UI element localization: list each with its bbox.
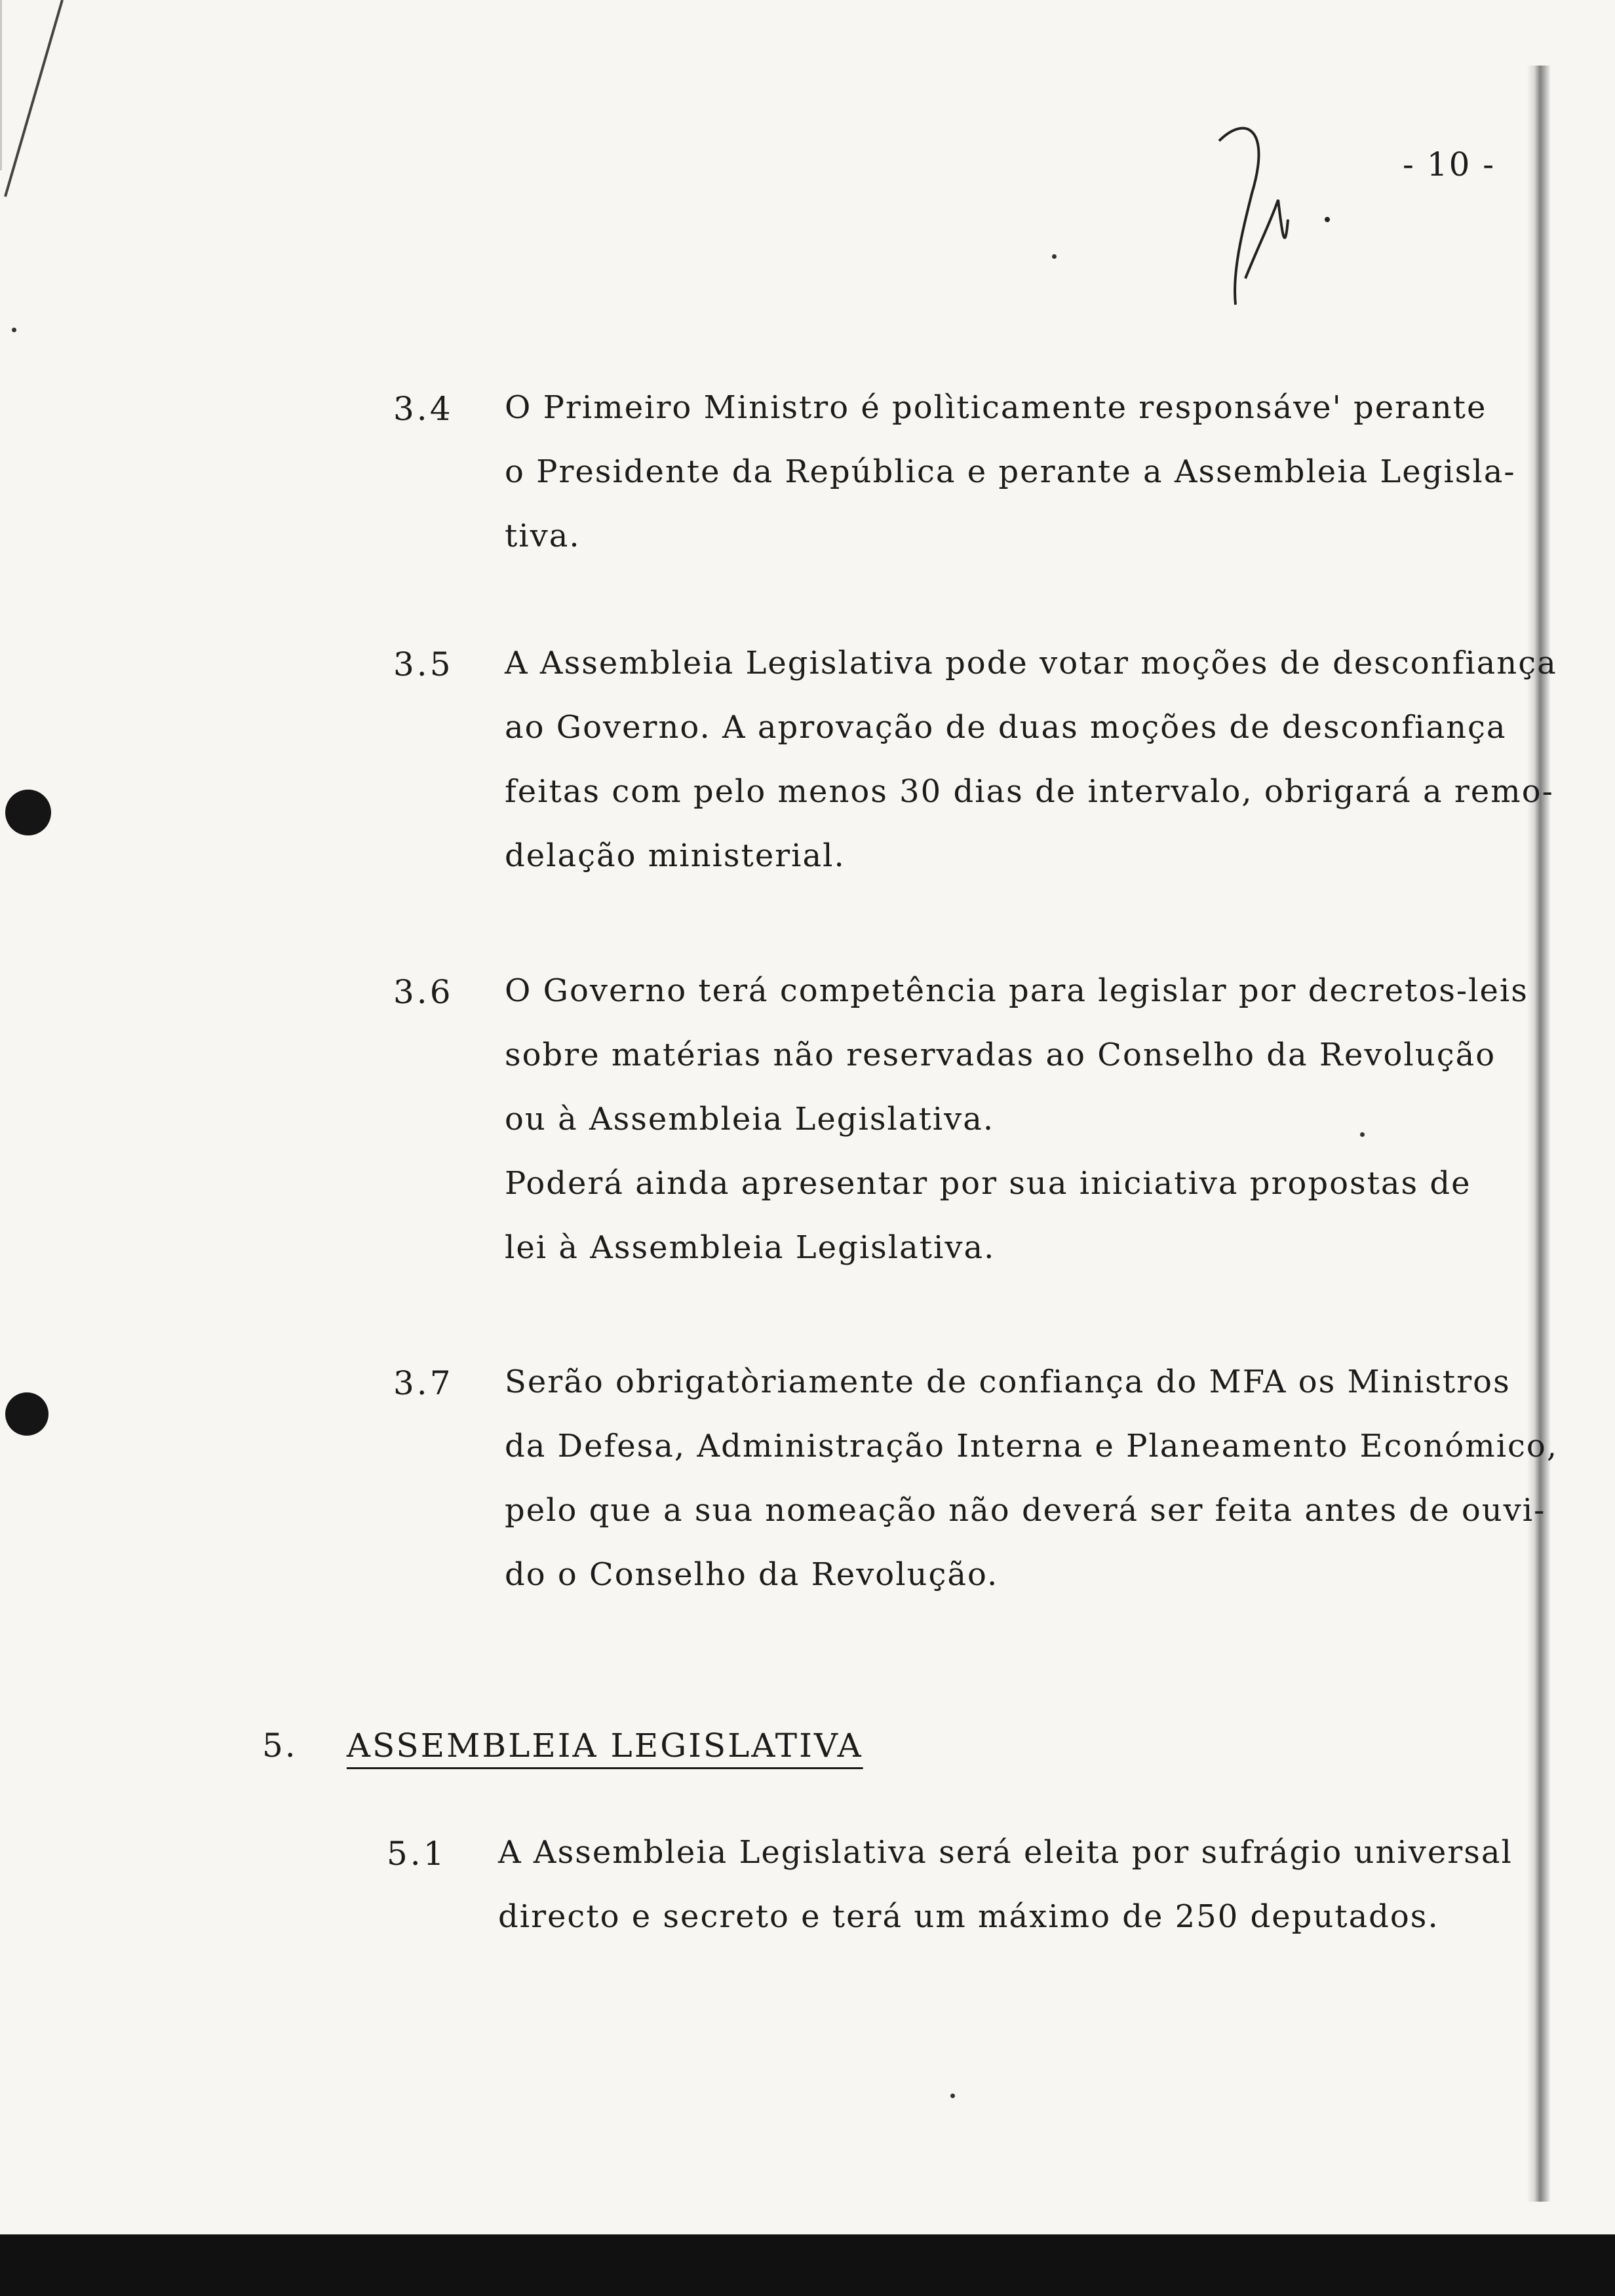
clause-text [505, 1350, 1566, 1607]
punch-hole-bottom [5, 1392, 49, 1436]
clause-3-4 [393, 390, 1566, 568]
clause-text [505, 959, 1566, 1280]
speck [12, 328, 16, 332]
speck [1052, 254, 1057, 259]
section-title: ASSEMBLEIA LEGISLATIVA [346, 1727, 863, 1765]
text-line: O Governo terá competência para legislar por decretos-leis [505, 972, 1528, 1009]
clause-3-6 [393, 973, 1566, 1280]
clause-number: 3.7 [393, 1364, 454, 1402]
text-line: delação ministerial. [505, 837, 846, 874]
clause-text [505, 375, 1566, 568]
speck [950, 2094, 955, 2098]
text-line: feitas com pelo menos 30 dias de intervalo, obrigará a remo- [505, 773, 1554, 810]
text-line: tiva. [505, 518, 581, 554]
clause-number: 3.6 [393, 973, 454, 1011]
text-line: lei à Assembleia Legislativa. [505, 1229, 996, 1266]
text-line: Serão obrigatòriamente de confiança do MFA os Ministros [505, 1364, 1511, 1400]
clause-number: 3.5 [393, 645, 454, 683]
text-line: sobre matérias não reservadas ao Conselho da Revolução [505, 1037, 1496, 1073]
clause-5-1 [387, 1835, 1560, 1949]
punch-hole-top [5, 790, 51, 835]
text-line: O Primeiro Ministro é polìticamente responsáve' perante [505, 389, 1487, 426]
text-line: A Assembleia Legislativa será eleita por sufrágio universal [498, 1834, 1513, 1871]
page-number: - 10 - [1403, 145, 1496, 183]
scan-bottom-border [0, 2234, 1615, 2296]
margin-pencil-mark [0, 0, 79, 210]
text-line: pelo que a sua nomeação não deverá ser feita antes de ouvi- [505, 1492, 1546, 1529]
text-line: o Presidente da República e perante a Assembleia Legisla- [505, 453, 1516, 490]
handwritten-initials [1206, 115, 1337, 311]
section-number: 5. [262, 1727, 298, 1765]
section-heading [262, 1727, 863, 1765]
clause-text [498, 1820, 1560, 1949]
text-line: directo e secreto e terá um máximo de 250 deputados. [498, 1898, 1439, 1935]
clause-text [505, 631, 1566, 888]
clause-3-5 [393, 645, 1566, 888]
text-line: da Defesa, Administração Interna e Planeamento Económico, [505, 1428, 1559, 1464]
text-line: ou à Assembleia Legislativa. [505, 1101, 995, 1138]
text-line: A Assembleia Legislativa pode votar moções de desconfiança [505, 645, 1557, 681]
clause-number: 3.4 [393, 390, 454, 428]
clause-3-7 [393, 1364, 1566, 1607]
text-line: do o Conselho da Revolução. [505, 1556, 999, 1593]
text-line: Poderá ainda apresentar por sua iniciativa propostas de [505, 1165, 1471, 1202]
clause-number: 5.1 [387, 1835, 447, 1873]
text-line: ao Governo. A aprovação de duas moções de desconfiança [505, 709, 1507, 746]
